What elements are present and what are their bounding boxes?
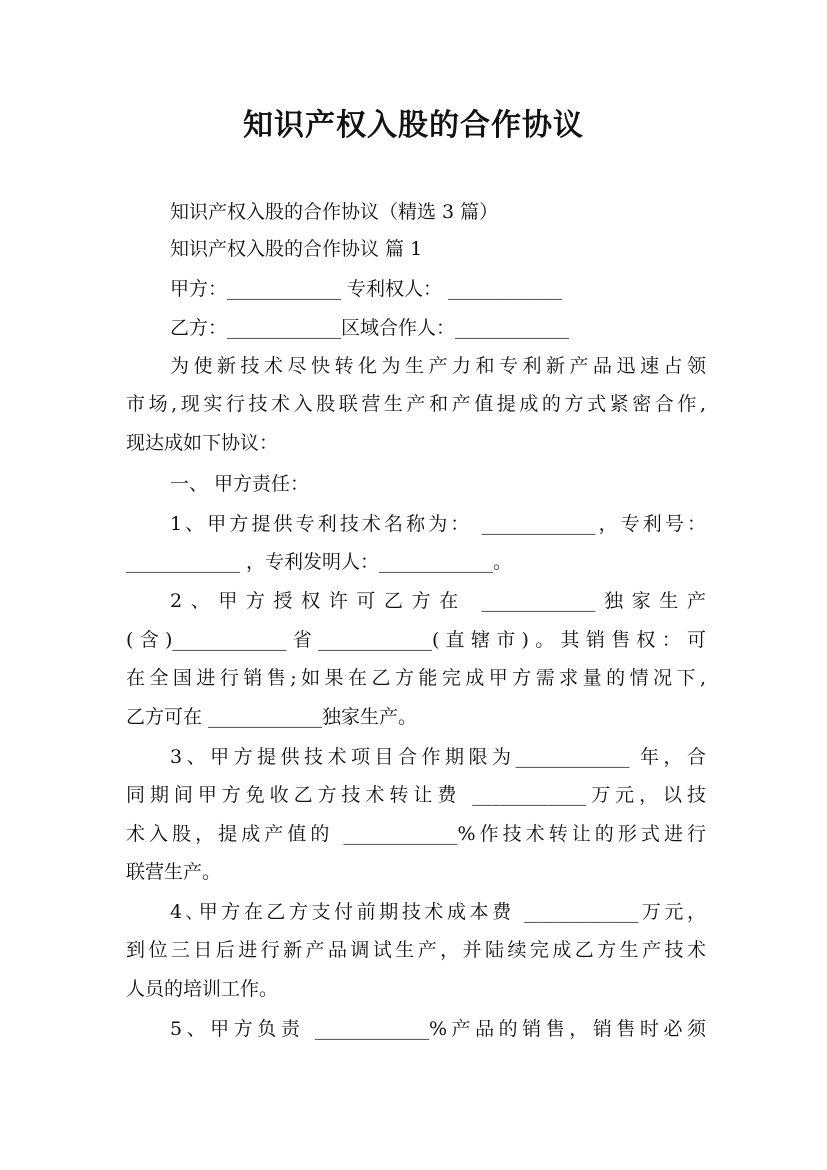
section-heading: 知识产权入股的合作协议 篇 1 [170, 238, 423, 260]
clause-line: 5、甲方负责 ____________%产品的销售，销售时必须 [170, 1018, 706, 1040]
clause-line: 乙方可在 ____________独家生产。 [126, 706, 418, 728]
party-b-line: 乙方：____________区域合作人：____________ [170, 317, 570, 339]
clause-line: 人员的培训工作。 [126, 978, 279, 1000]
paragraph-line: 为使新技术尽快转化为生产力和专利新产品迅速占领 [170, 355, 706, 377]
paragraph-line: 市场,现实行技术入股联营生产和产值提成的方式紧密合作, [126, 393, 706, 415]
party-a-line: 甲方：____________ 专利权人： ____________ [170, 278, 563, 300]
paragraph-line: 现达成如下协议： [126, 432, 279, 454]
document-title: 知识产权入股的合作协议 [243, 108, 584, 143]
clause-heading: 一、 甲方责任： [170, 473, 310, 495]
clause-line: (含)____________省____________(直辖市)。其销售权：可 [126, 629, 706, 651]
clause-line: 1、甲方提供专利技术名称为： ____________，专利号： [170, 513, 706, 535]
clause-line: 2、甲方授权许可乙方在 ____________独家生产 [170, 590, 706, 612]
clause-line: 术入股，提成产值的 ____________%作技术转让的形式进行 [126, 823, 706, 845]
clause-line: 在全国进行销售;如果在乙方能完成甲方需求量的情况下, [126, 667, 706, 689]
clause-line: 到位三日后进行新产品调试生产，并陆续完成乙方生产技术 [126, 939, 706, 961]
clause-line: 3、甲方提供技术项目合作期限为____________ 年，合 [170, 746, 706, 768]
clause-line: 联营生产。 [126, 861, 222, 883]
clause-line: ____________ ，专利发明人：____________。 [126, 551, 513, 573]
clause-line: 4､甲方在乙方支付前期技术成本费 ____________万元， [170, 901, 706, 923]
subtitle-line: 知识产权入股的合作协议（精选 3 篇） [170, 201, 499, 223]
clause-line: 同期间甲方免收乙方技术转让费 ____________万元，以技 [126, 784, 706, 806]
